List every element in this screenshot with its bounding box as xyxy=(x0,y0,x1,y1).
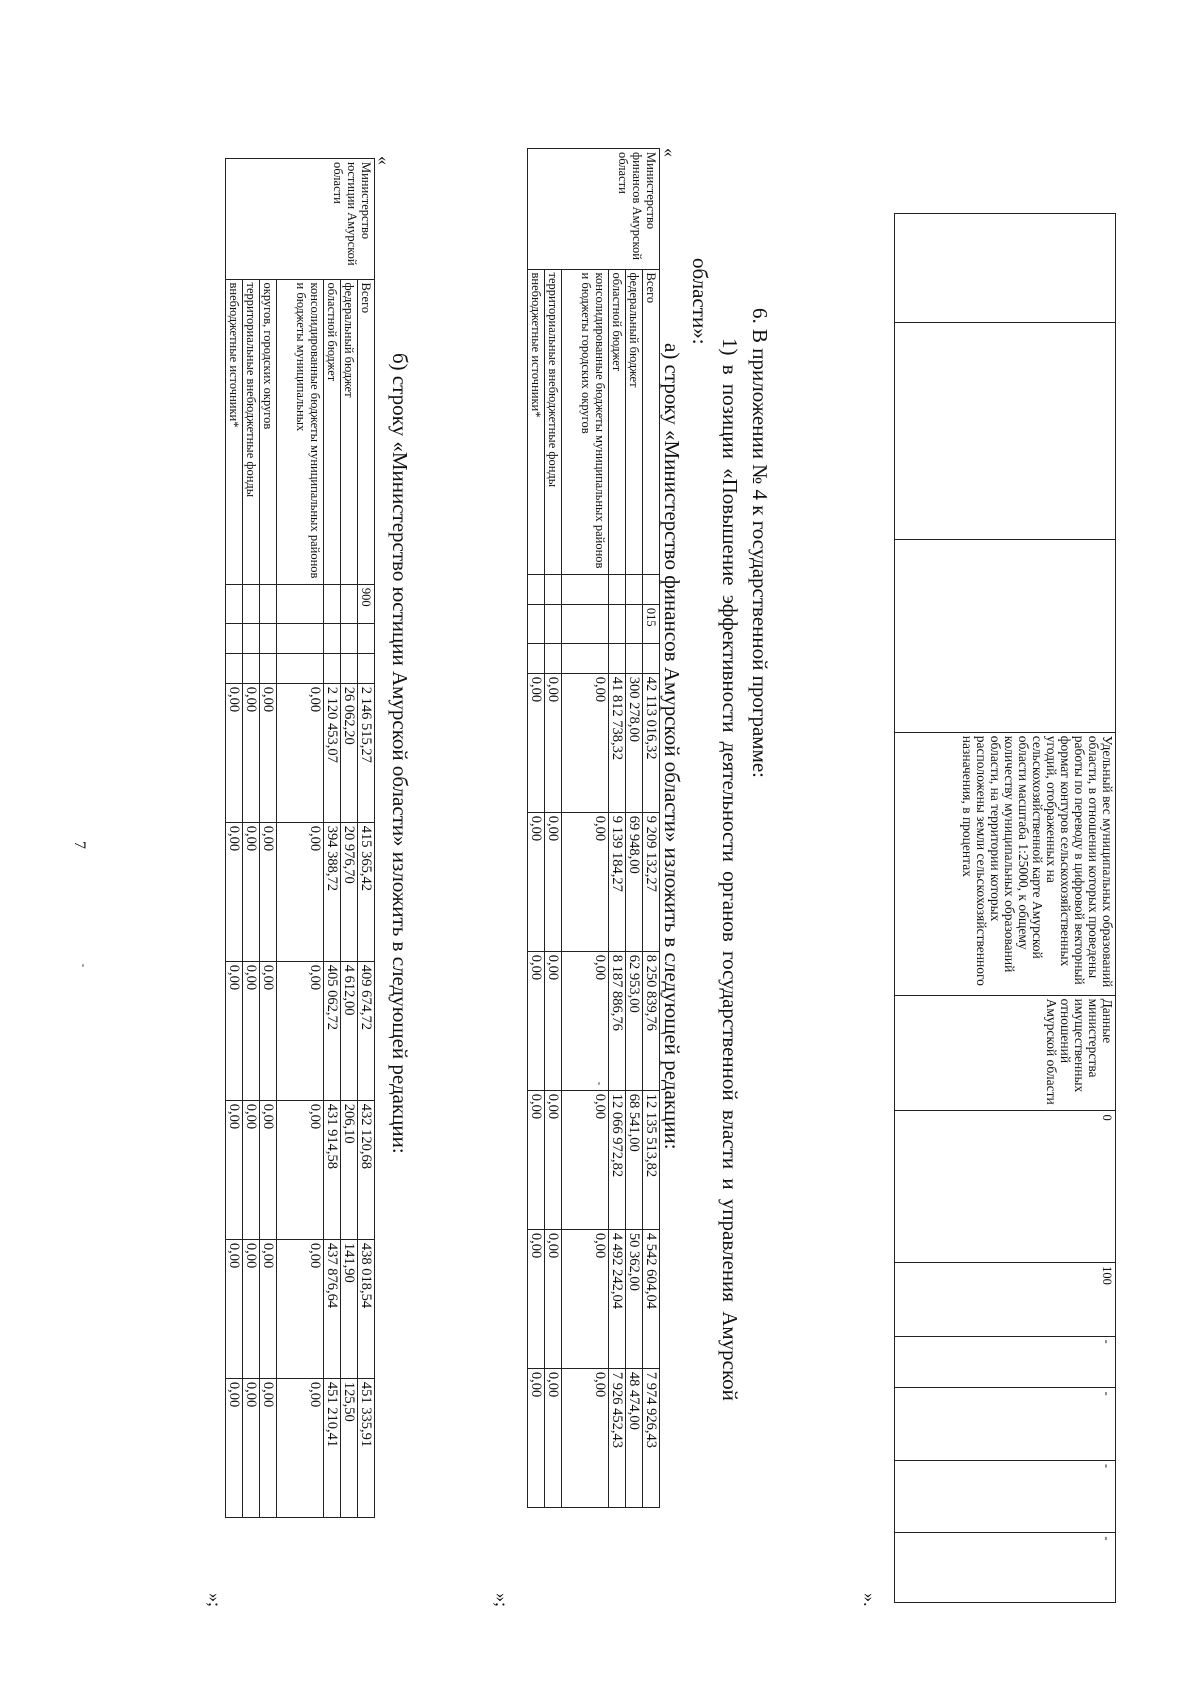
indicator-value-2025 xyxy=(895,1460,1116,1532)
value-cell: 394 388,72 xyxy=(324,822,341,961)
row-label: Всего xyxy=(358,279,375,584)
empty-cell xyxy=(626,604,643,643)
indicator-value: - xyxy=(1100,1463,1114,1469)
row-label: территориальные внебюджетные фонды xyxy=(243,279,260,584)
empty-cell xyxy=(562,604,609,643)
empty-cell xyxy=(243,584,260,623)
value-cell: 0,00 xyxy=(277,961,324,1100)
value-cell: 8 250 839,76 xyxy=(643,951,660,1090)
row-label: федеральный бюджет xyxy=(341,279,358,584)
empty-cell xyxy=(545,643,562,673)
value-cell: 0,00 xyxy=(226,1239,243,1378)
finance-ministry-name: Министерство финансов Амурской области xyxy=(528,149,660,270)
value-cell: 0,00 xyxy=(528,1229,545,1368)
value-cell: 451 335,91 xyxy=(358,1378,375,1517)
empty-cell xyxy=(895,539,1116,732)
value-cell: 0,00 xyxy=(528,673,545,812)
value-cell: 0,00 xyxy=(226,683,243,822)
value-cell: 125,50 xyxy=(341,1378,358,1517)
value-cell: 12 066 972,82 xyxy=(609,1090,626,1229)
value-cell: 141,90 xyxy=(341,1239,358,1378)
value-cell: 0,00 xyxy=(243,1378,260,1517)
closing-quote-b: »; xyxy=(205,1593,225,1608)
empty-cell xyxy=(562,643,609,673)
row-label: консолидированные бюджеты муниципальных районов и бюджеты муниципальных xyxy=(277,279,324,584)
value-cell: 0,00 xyxy=(260,1100,277,1239)
value-cell: 0,00 xyxy=(545,673,562,812)
indicator-value-2021 xyxy=(895,1111,1116,1263)
value-cell: 432 120,68 xyxy=(358,1100,375,1239)
empty-cell xyxy=(260,584,277,623)
empty-cell xyxy=(341,584,358,623)
empty-cell xyxy=(324,623,341,653)
value-cell: 0,00 xyxy=(277,683,324,822)
indicator-source: Данные министерства имущественных отношений Амурской области xyxy=(895,995,1116,1111)
empty-cell xyxy=(226,584,243,623)
indicator-value-2022 xyxy=(895,1263,1116,1336)
value-cell: 48 474,00 xyxy=(626,1368,643,1507)
justice-table xyxy=(225,158,375,1518)
row-label: округов, городских округов xyxy=(260,279,277,584)
value-cell: 0,00 xyxy=(277,1378,324,1517)
empty-cell xyxy=(545,574,562,604)
indicator-value: - xyxy=(1100,1339,1114,1344)
value-cell: 0,00 xyxy=(277,822,324,961)
subitem-b: б) строку «Министерство юстиции Амурской области» изложить в следующей редакции: xyxy=(388,353,412,1154)
empty-cell xyxy=(358,623,375,653)
empty-cell xyxy=(324,653,341,683)
indicator-value-2023 xyxy=(895,1336,1116,1388)
empty-cell xyxy=(243,623,260,653)
closing-quote-a: »; xyxy=(492,1593,512,1608)
empty-cell xyxy=(528,574,545,604)
empty-cell xyxy=(562,574,609,604)
row-label: внебюджетные источники* xyxy=(226,279,243,584)
value-cell: 8 187 886,76 xyxy=(609,951,626,1090)
value-cell: 0,00 xyxy=(562,1229,609,1368)
value-cell: 20 976,70 xyxy=(341,822,358,961)
section-heading: 6. В приложении № 4 к государственной программе: xyxy=(748,308,772,779)
code-cell: 900 xyxy=(358,584,375,623)
value-cell: 0,00 xyxy=(562,1090,609,1229)
value-cell: 431 914,58 xyxy=(324,1100,341,1239)
empty-cell xyxy=(895,323,1116,539)
closing-quote: ». xyxy=(860,1593,880,1607)
value-cell: 0,00 xyxy=(562,812,609,951)
indicator-value: 0 xyxy=(1100,1114,1114,1121)
value-cell: 4 542 604,04 xyxy=(643,1229,660,1368)
empty-cell xyxy=(243,653,260,683)
value-cell: 42 113 016,32 xyxy=(643,673,660,812)
empty-cell xyxy=(260,623,277,653)
empty-cell xyxy=(545,604,562,643)
value-cell: 41 812 738,32 xyxy=(609,673,626,812)
value-cell: 2 120 453,07 xyxy=(324,683,341,822)
value-cell: 62 953,00 xyxy=(626,951,643,1090)
value-cell: 4 612,00 xyxy=(341,961,358,1100)
value-cell: 0,00 xyxy=(528,951,545,1090)
value-cell: 0,00 xyxy=(243,683,260,822)
value-cell: 0,00 xyxy=(243,822,260,961)
open-quote: « xyxy=(374,156,394,165)
row-label: областной бюджет xyxy=(324,279,341,584)
empty-cell xyxy=(358,653,375,683)
value-cell: 409 674,72 xyxy=(358,961,375,1100)
row-label: территориальные внебюджетные фонды xyxy=(545,269,562,574)
empty-cell xyxy=(226,623,243,653)
value-cell: 0,00 xyxy=(528,1368,545,1507)
empty-cell xyxy=(609,604,626,643)
value-cell: 68 541,00 xyxy=(626,1090,643,1229)
indicator-description: Удельный вес муниципальных образований области, в отношении которых проведены работы по переводу в цифровой векторный формат контуров сельскохозяйственных угодий, отображенных на сельскохозяйственной карте Амурской области масштаба 1:25000, к общему количеству муниципальных образований области, на территории которых расположены земли сельскохозяйственного назначения, в процентах xyxy=(895,732,1116,995)
value-cell: 300 278,00 xyxy=(626,673,643,812)
empty-cell xyxy=(626,643,643,673)
value-cell: 415 365,42 xyxy=(358,822,375,961)
empty-cell xyxy=(528,643,545,673)
value-cell: 0,00 xyxy=(226,1378,243,1517)
empty-cell xyxy=(260,653,277,683)
value-cell: 9 209 132,27 xyxy=(643,812,660,951)
value-cell: 7 974 926,43 xyxy=(643,1368,660,1507)
value-cell: 437 876,64 xyxy=(324,1239,341,1378)
item-1-continued: области»: xyxy=(688,258,712,345)
item-1: 1) в позиции «Повышение эффективности деятельности органов государственной власти и управления Амурской xyxy=(718,338,742,1401)
value-cell: 0,00 xyxy=(562,951,609,1090)
value-cell: 0,00 xyxy=(545,1090,562,1229)
rotated-page-content xyxy=(0,18,1180,1658)
empty-cell xyxy=(324,584,341,623)
value-cell: 2 146 515,27 xyxy=(358,683,375,822)
row-label: Всего xyxy=(643,269,660,574)
indicator-value: - xyxy=(1100,1391,1114,1396)
code-cell: 015 xyxy=(643,604,660,643)
value-cell: 0,00 xyxy=(528,1090,545,1229)
empty-cell xyxy=(609,643,626,673)
value-cell: 0,00 xyxy=(545,951,562,1090)
indicator-table xyxy=(894,213,1116,1603)
value-cell: 0,00 xyxy=(243,1239,260,1378)
subitem-a: а) строку «Министерство финансов Амурской области» изложить в следующей редакции: xyxy=(660,343,684,1150)
empty-cell xyxy=(528,604,545,643)
value-cell: 50 362,00 xyxy=(626,1229,643,1368)
value-cell: 0,00 xyxy=(243,1100,260,1239)
finance-table xyxy=(527,148,660,1508)
empty-cell xyxy=(609,574,626,604)
value-cell: 12 135 513,82 xyxy=(643,1090,660,1229)
value-cell: 0,00 xyxy=(260,1378,277,1517)
justice-ministry-name: Министерство юстиции Амурской области xyxy=(226,159,375,280)
row-label: областной бюджет xyxy=(609,269,626,574)
empty-cell xyxy=(277,584,324,623)
empty-cell xyxy=(643,643,660,673)
row-label: внебюджетные источники* xyxy=(528,269,545,574)
value-cell: 0,00 xyxy=(226,1100,243,1239)
row-label: консолидированные бюджеты муниципальных районов и бюджеты городских округов xyxy=(562,269,609,574)
value-cell: 69 948,00 xyxy=(626,812,643,951)
empty-cell xyxy=(277,653,324,683)
empty-cell xyxy=(895,214,1116,323)
value-cell: 451 210,41 xyxy=(324,1378,341,1517)
indicator-value: 100 xyxy=(1100,1266,1114,1285)
empty-cell xyxy=(643,574,660,604)
value-cell: 0,00 xyxy=(243,961,260,1100)
value-cell: 0,00 xyxy=(226,822,243,961)
value-cell: 438 018,54 xyxy=(358,1239,375,1378)
value-cell: 0,00 xyxy=(562,673,609,812)
indicator-value-2024 xyxy=(895,1388,1116,1460)
indicator-value-2026 xyxy=(895,1533,1116,1603)
empty-cell xyxy=(341,623,358,653)
value-cell: 0,00 xyxy=(545,812,562,951)
value-cell: 206,10 xyxy=(341,1100,358,1239)
value-cell: 0,00 xyxy=(226,961,243,1100)
value-cell: 0,00 xyxy=(562,1368,609,1507)
page-number: 7 xyxy=(71,841,88,849)
empty-cell xyxy=(277,623,324,653)
value-cell: 0,00 xyxy=(260,683,277,822)
value-cell: 0,00 xyxy=(545,1229,562,1368)
value-cell: 0,00 xyxy=(545,1368,562,1507)
value-cell: 26 062,20 xyxy=(341,683,358,822)
open-quote: « xyxy=(660,148,680,157)
row-label: федеральный бюджет xyxy=(626,269,643,574)
value-cell: 0,00 xyxy=(260,822,277,961)
value-cell: 405 062,72 xyxy=(324,961,341,1100)
value-cell: 4 492 242,04 xyxy=(609,1229,626,1368)
value-cell: 0,00 xyxy=(528,812,545,951)
empty-cell xyxy=(341,653,358,683)
value-cell: 7 926 452,43 xyxy=(609,1368,626,1507)
value-cell: 0,00 xyxy=(277,1100,324,1239)
empty-cell xyxy=(226,653,243,683)
value-cell: 0,00 xyxy=(260,961,277,1100)
value-cell: 0,00 xyxy=(260,1239,277,1378)
indicator-value: - xyxy=(1100,1536,1114,1541)
empty-cell xyxy=(626,574,643,604)
value-cell: 9 139 184,27 xyxy=(609,812,626,951)
value-cell: 0,00 xyxy=(277,1239,324,1378)
